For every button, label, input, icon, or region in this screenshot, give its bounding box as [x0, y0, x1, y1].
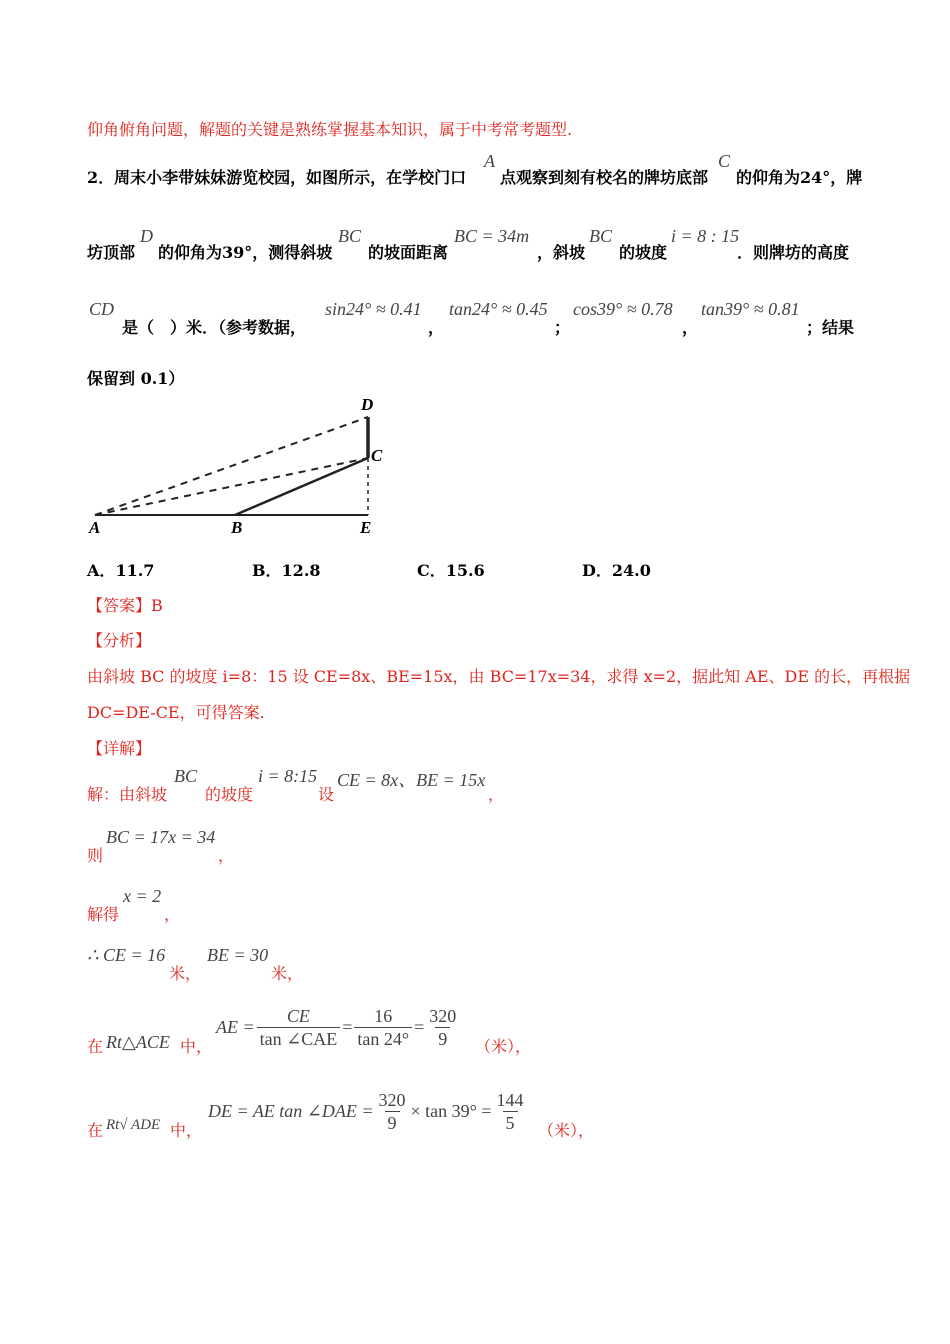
equation-bc-length: BC = 34m [454, 226, 530, 246]
intro-line: 仰角俯角问题，解题的关键是熟练掌握基本知识，属于中考常考题型. [87, 120, 573, 139]
analysis-line-1: 由斜坡 BC 的坡度 i=8：15 设 CE=8x、BE=15x，由 BC=17x=34，求得 x=2，据此知 AE、DE 的长，再根据 [87, 667, 911, 686]
question-number: 2 [87, 168, 99, 187]
symbol-A: A [484, 151, 495, 171]
symbol-D: D [140, 226, 153, 246]
label-C: C [371, 446, 383, 465]
option-a: A．11.7 [87, 561, 155, 580]
detail-ce-16: ∴ CE = 16 [87, 945, 166, 965]
symbol-C: C [718, 151, 731, 171]
ref-cos39: cos39° ≈ 0.78 [573, 299, 673, 319]
detail-bc-eq: BC = 17x = 34 [106, 827, 216, 847]
detail-be-30: BE = 30 [207, 945, 269, 965]
line-BC [235, 458, 368, 515]
ref-tan39: tan39° ≈ 0.81 [701, 299, 800, 319]
equation-DE: DE = AE tan ∠DAE = $\frac{320}{9}$ × tan 39° = $\frac{144}{5}$ [208, 1090, 524, 1133]
label-E: E [360, 518, 372, 537]
equation-AE: AE = $\frac{CE}{\text{tan ∠CAE}}$ = $\frac{16}{\tan 24^\circ}$ = $\frac{320}{9}$ [216, 1006, 457, 1049]
triangle-ADE: Rt√ ADE [106, 1117, 161, 1133]
ref-sin24: sin24° ≈ 0.41 [325, 299, 422, 319]
label-D: D [361, 395, 374, 414]
symbol-CD: CD [89, 299, 115, 319]
detail-slope: i = 8:15 [258, 766, 318, 786]
option-b: B．12.8 [252, 561, 321, 580]
symbol-BC-2: BC [589, 226, 613, 246]
analysis-tag: 【分析】 [87, 631, 152, 650]
answer-line: 【答案】B [87, 596, 163, 615]
detail-ce-be: CE = 8x、BE = 15x [337, 770, 486, 790]
option-d: D．24.0 [582, 561, 651, 580]
analysis-line-2: DC=DE-CE，可得答案. [87, 703, 265, 722]
symbol-BC: BC [338, 226, 362, 246]
option-c: C．15.6 [417, 561, 485, 580]
label-A: A [89, 518, 101, 537]
geometry-figure [85, 390, 395, 540]
triangle-ACE: Rt△ACE [106, 1032, 170, 1052]
detail-x-eq: x = 2 [123, 886, 162, 906]
detail-tag: 【详解】 [87, 739, 152, 758]
ref-tan24: tan24° ≈ 0.45 [449, 299, 548, 319]
question-line-1: 2．周末小李带妹妹游览校园，如图所示，在学校门口 [87, 168, 467, 187]
label-B: B [231, 518, 243, 537]
equation-slope: i = 8 : 15 [671, 226, 740, 246]
detail-symbol-BC: BC [174, 766, 198, 786]
